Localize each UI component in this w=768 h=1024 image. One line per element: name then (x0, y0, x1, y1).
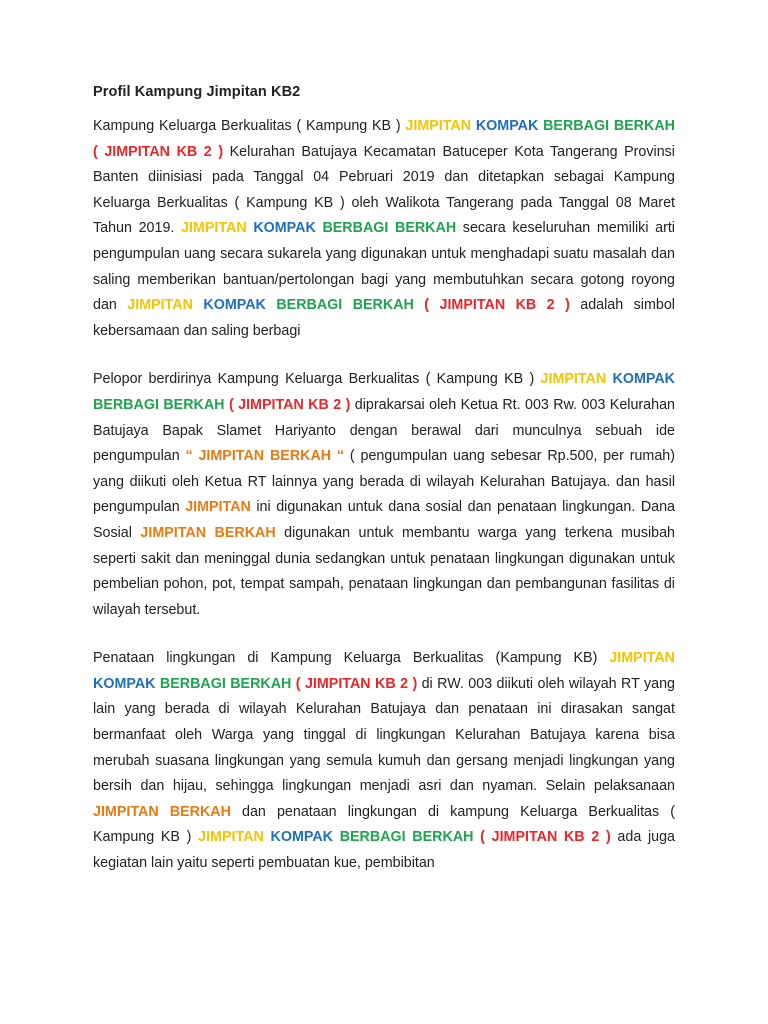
highlight-berbagi-berkah: BERBAGI BERKAH (93, 396, 225, 413)
body-text: di RW. 003 diikuti oleh wilayah RT yang lain yang berada di wilayah Kelurahan Batujaya dan penataan ini dirasakan sangat bermanfaat oleh Warga yang tinggal di lingkungan Kelurahan Batujaya karena bisa merubah suasana lingkungan yang semula kumuh dan gersang menjadi lingkungan yang bersih dan hijau, sehingga lingkungan menjadi asri dan nyaman. Selain pelaksanaan (93, 675, 675, 795)
highlight-kompak: KOMPAK (270, 829, 333, 846)
body-text (414, 297, 424, 313)
body-text: Penataan lingkungan di Kampung Keluarga Berkualitas (Kampung KB) (93, 650, 610, 667)
body-text: diprakarsai oleh Ketua Rt. 003 Rw. 003 Kelurahan Batujaya Bapak Slamet Hariyanto dengan berawal dari munculnya sebuah ide pengumpulan (93, 396, 675, 465)
highlight-kompak: KOMPAK (93, 675, 156, 692)
highlight-berbagi-berkah: BERBAGI BERKAH (276, 297, 414, 314)
body-text: ini digunakan untuk dana sosial dan penataan lingkungan. Dana Sosial (93, 499, 676, 541)
highlight-kb2: ( JIMPITAN KB 2 ) (480, 829, 611, 846)
highlight-jimpitan-berkah: JIMPITAN (185, 499, 251, 516)
paragraph (93, 646, 675, 876)
body-text: dan penataan lingkungan di kampung Keluarga Berkualitas ( Kampung KB ) (93, 803, 675, 846)
highlight-berbagi-berkah: BERBAGI BERKAH (322, 220, 457, 237)
highlight-kb2: ( JIMPITAN KB 2 ) (424, 297, 570, 314)
highlight-jimpitan-berkah: “ JIMPITAN BERKAH “ (185, 448, 345, 465)
paragraph (93, 114, 675, 344)
highlight-jimpitan: JIMPITAN (609, 650, 675, 667)
highlight-kb2: ( JIMPITAN KB 2 ) (228, 396, 351, 413)
paragraph (93, 367, 675, 623)
highlight-kompak: KOMPAK (253, 220, 316, 237)
highlight-kb2: ( JIMPITAN KB 2 ) (295, 675, 418, 692)
highlight-jimpitan-berkah: JIMPITAN BERKAH (140, 524, 276, 541)
highlight-kb2: ( JIMPITAN KB 2 ) (93, 143, 224, 160)
body-text: Kelurahan Batujaya Kecamatan Batuceper Kota Tangerang Provinsi Banten diinisiasi pada Tanggal 04 Pebruari 2019 dan ditetapkan sebagai Kampung Keluarga Berkualitas ( Kampung KB ) oleh Walikota Tangerang pada Tanggal 08 Maret Tahun 2019. (93, 143, 675, 237)
highlight-jimpitan-berkah: JIMPITAN BERKAH (93, 803, 231, 820)
body-text: Pelopor berdirinya Kampung Keluarga Berkualitas ( Kampung KB ) (93, 371, 541, 388)
body-text (333, 829, 340, 845)
body-text: Kampung Keluarga Berkualitas ( Kampung KB ) (93, 118, 406, 134)
highlight-kompak: KOMPAK (475, 118, 539, 134)
body-text: digunakan untuk membantu warga yang terkena musibah seperti sakit dan meninggal dunia sedangkan untuk penataan lingkungan digunakan untuk pembelian pohon, pot, tempat sampah, penataan lingkungan dan pembangunan fasilitas di wilayah tersebut. (93, 524, 675, 618)
highlight-jimpitan: JIMPITAN (405, 118, 472, 134)
highlight-jimpitan: JIMPITAN (181, 220, 247, 237)
body-text (193, 297, 203, 313)
highlight-jimpitan: JIMPITAN (198, 829, 264, 846)
highlight-jimpitan: JIMPITAN (127, 297, 193, 314)
document-title: Profil Kampung Jimpitan KB2 (93, 84, 301, 100)
body-text (264, 829, 271, 845)
highlight-jimpitan: JIMPITAN (540, 371, 607, 388)
document-body (93, 114, 675, 877)
body-text: ada juga kegiatan lain yaitu seperti pembuatan kue, pembibitan (93, 829, 676, 872)
body-text (266, 297, 276, 313)
highlight-berbagi-berkah: BERBAGI BERKAH (543, 118, 675, 134)
highlight-berbagi-berkah: BERBAGI BERKAH (159, 675, 292, 692)
body-text: adalah simbol kebersamaan dan saling berbagi (93, 297, 675, 339)
document-page (93, 84, 675, 900)
body-text: secara keseluruhan memiliki arti pengumpulan uang secara sukarela yang digunakan untuk menghadapi suatu masalah dan saling memberikan bantuan/pertolongan bagi yang membutuhkan secara gotong royong dan (93, 220, 675, 314)
highlight-kompak: KOMPAK (612, 371, 675, 388)
body-text: ( pengumpulan uang sebesar Rp.500, per rumah) yang diikuti oleh Ketua RT lainnya yang berada di wilayah Kelurahan Batujaya. dan hasil pengumpulan (93, 448, 675, 516)
highlight-kompak: KOMPAK (203, 297, 266, 314)
highlight-berbagi-berkah: BERBAGI BERKAH (339, 829, 474, 846)
